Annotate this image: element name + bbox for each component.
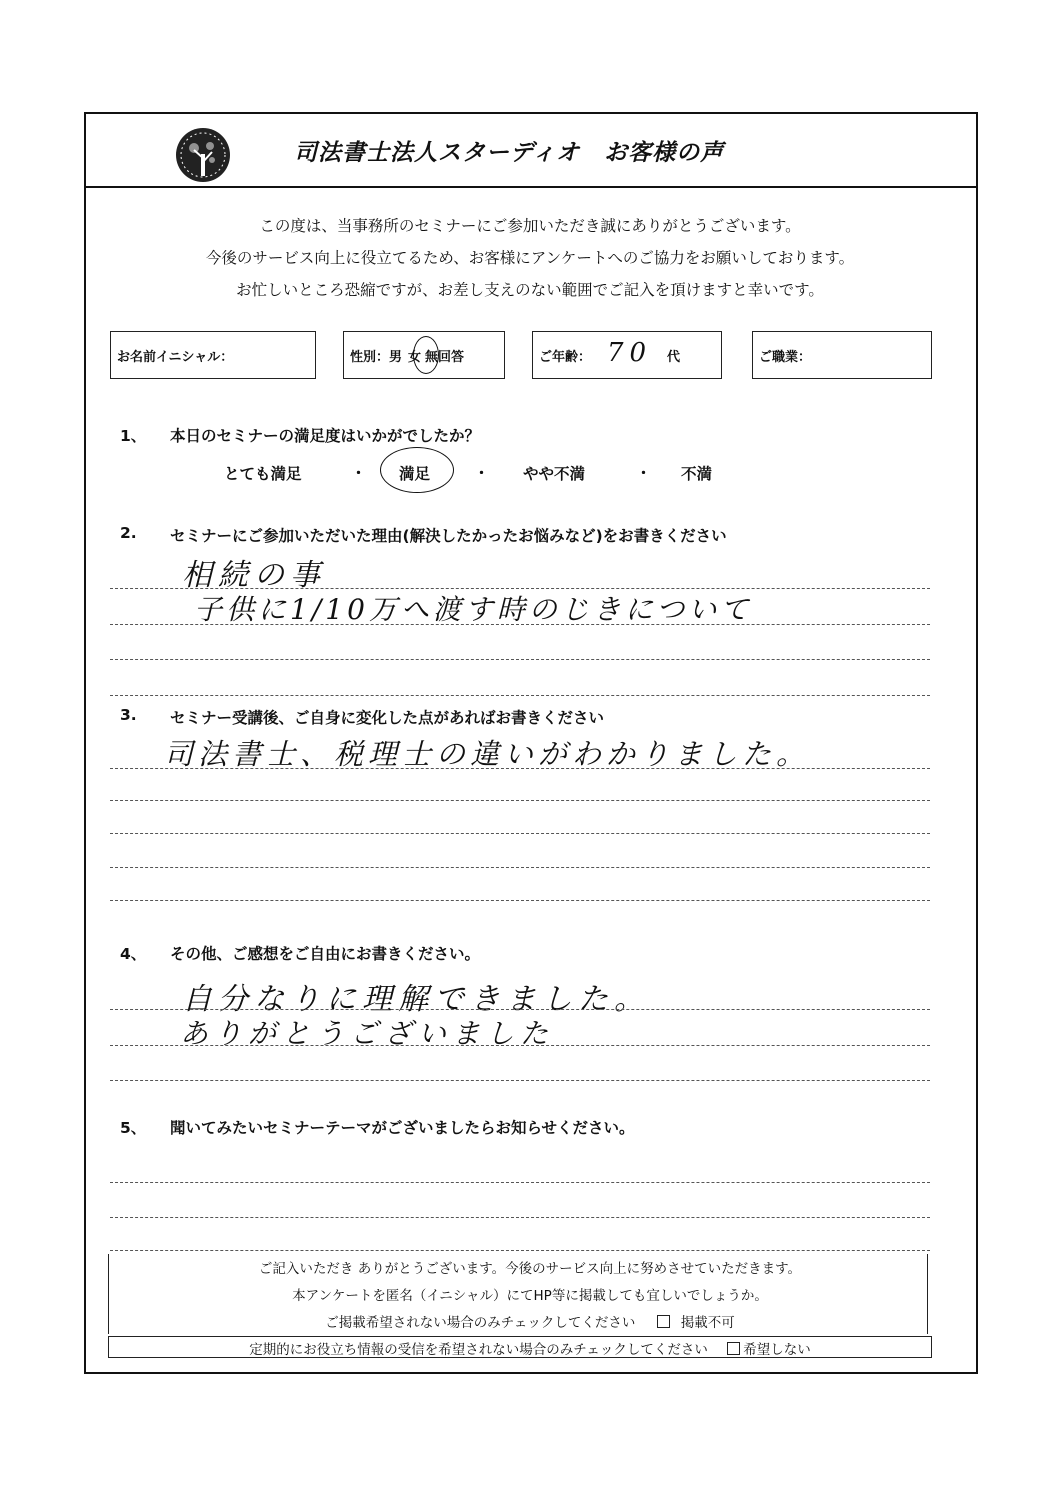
question-number: 1、 bbox=[120, 427, 147, 445]
question-3: セミナー受講後、ご自身に変化した点があればお書きください bbox=[170, 709, 605, 727]
form-header bbox=[84, 112, 978, 188]
question-number: 3. bbox=[120, 706, 137, 724]
gender-option-none[interactable]: 無回答 bbox=[425, 350, 465, 365]
gender-field[interactable] bbox=[343, 331, 505, 379]
answer-line bbox=[110, 900, 930, 901]
q4-answer-handwritten: 自分なりに理解できました。 bbox=[182, 982, 650, 1017]
job-label: ご職業： bbox=[759, 350, 812, 365]
q1-option-very-satisfied[interactable]: とても満足 bbox=[224, 465, 302, 483]
question-5: 聞いてみたいセミナーテーマがございましたらお知らせください。 bbox=[170, 1119, 635, 1137]
gender-selected-circle bbox=[413, 336, 439, 374]
answer-line bbox=[110, 1080, 930, 1081]
no-newsletter-checkbox[interactable] bbox=[727, 1342, 740, 1355]
question-number: 4、 bbox=[120, 945, 147, 963]
answer-line bbox=[110, 1217, 930, 1218]
footer-thanks: ご記入いただき ありがとうございます。今後のサービス向上に努めさせていただきます。 bbox=[258, 1261, 802, 1277]
footer-publish-question: 本アンケートを匿名（イニシャル）にてHP等に掲載しても宜しいでしょうか。 bbox=[292, 1288, 768, 1304]
q1-option-dissatisfied[interactable]: 不満 bbox=[681, 465, 713, 483]
answer-line bbox=[110, 1045, 930, 1046]
question-4: その他、ご感想をご自由にお書きください。 bbox=[170, 945, 481, 963]
q2-answer-handwritten: 子供に1/10万へ渡す時のじきについて bbox=[194, 593, 753, 626]
question-1: 本日のセミナーの満足度はいかがでしたか？ bbox=[170, 427, 481, 445]
question-number: 5、 bbox=[120, 1119, 147, 1137]
intro-line: この度は、当事務所のセミナーにご参加いただき誠にありがとうございます。 bbox=[259, 217, 801, 235]
q1-option-satisfied[interactable]: 満足 bbox=[399, 465, 431, 483]
answer-line bbox=[110, 768, 930, 769]
question-2: セミナーにご参加いただいた理由(解決したかったお悩みなど)をお書きください bbox=[170, 527, 727, 545]
age-suffix: 代 bbox=[667, 350, 681, 365]
answer-line bbox=[110, 659, 930, 660]
q2-answer-handwritten: 相続の事 bbox=[182, 558, 326, 593]
form-title: 司法書士法人スターディオ お客様の声 bbox=[294, 140, 725, 166]
no-publish-checkbox[interactable] bbox=[657, 1315, 670, 1328]
answer-line bbox=[110, 1182, 930, 1183]
job-field[interactable] bbox=[752, 331, 932, 379]
q1-separator: ・ bbox=[636, 464, 652, 482]
no-publish-label: 掲載不可 bbox=[680, 1315, 735, 1331]
no-newsletter-label: 希望しない bbox=[743, 1342, 811, 1358]
answer-line bbox=[110, 588, 930, 589]
initial-label: お名前イニシャル： bbox=[117, 350, 234, 365]
q4-answer-handwritten: ありがとうございました bbox=[180, 1017, 555, 1050]
age-label: ご年齢： bbox=[539, 350, 592, 365]
footer-publish-check bbox=[0, 1311, 1060, 1331]
gender-option-male[interactable]: 男 bbox=[389, 350, 403, 365]
publish-check-text: ご掲載希望されない場合のみチェックしてください bbox=[325, 1315, 636, 1331]
footer-newsletter-check bbox=[0, 1338, 1060, 1358]
q1-selected-circle bbox=[380, 447, 454, 493]
intro-line: 今後のサービス向上に役立てるため、お客様にアンケートへのご協力をお願いしております。 bbox=[205, 249, 855, 267]
answer-line bbox=[110, 695, 930, 696]
answer-line bbox=[110, 867, 930, 868]
age-field[interactable] bbox=[532, 331, 722, 379]
gender-option-female[interactable]: 女 bbox=[408, 350, 422, 365]
tree-logo-icon bbox=[174, 126, 232, 184]
q1-separator: ・ bbox=[474, 464, 490, 482]
gender-label-text: 性別： bbox=[350, 350, 390, 365]
question-number: 2. bbox=[120, 524, 137, 542]
age-value-handwritten: 70 bbox=[607, 338, 653, 368]
intro-line: お忙しいところ恐縮ですが、お差し支えのない範囲でご記入を頂けますと幸いです。 bbox=[236, 281, 824, 299]
q3-answer-handwritten: 司法書士、税理士の違いがわかりました。 bbox=[164, 737, 811, 771]
answer-line bbox=[110, 1250, 930, 1251]
answer-line bbox=[110, 624, 930, 625]
q1-separator: ・ bbox=[351, 464, 367, 482]
answer-line bbox=[110, 800, 930, 801]
q1-option-slightly-dissatisfied[interactable]: やや不満 bbox=[523, 465, 586, 483]
initial-field[interactable] bbox=[110, 331, 316, 379]
newsletter-check-text: 定期的にお役立ち情報の受信を希望されない場合のみチェックしてください bbox=[249, 1342, 708, 1358]
answer-line bbox=[110, 833, 930, 834]
gender-label bbox=[350, 346, 464, 365]
answer-line bbox=[110, 1009, 930, 1010]
